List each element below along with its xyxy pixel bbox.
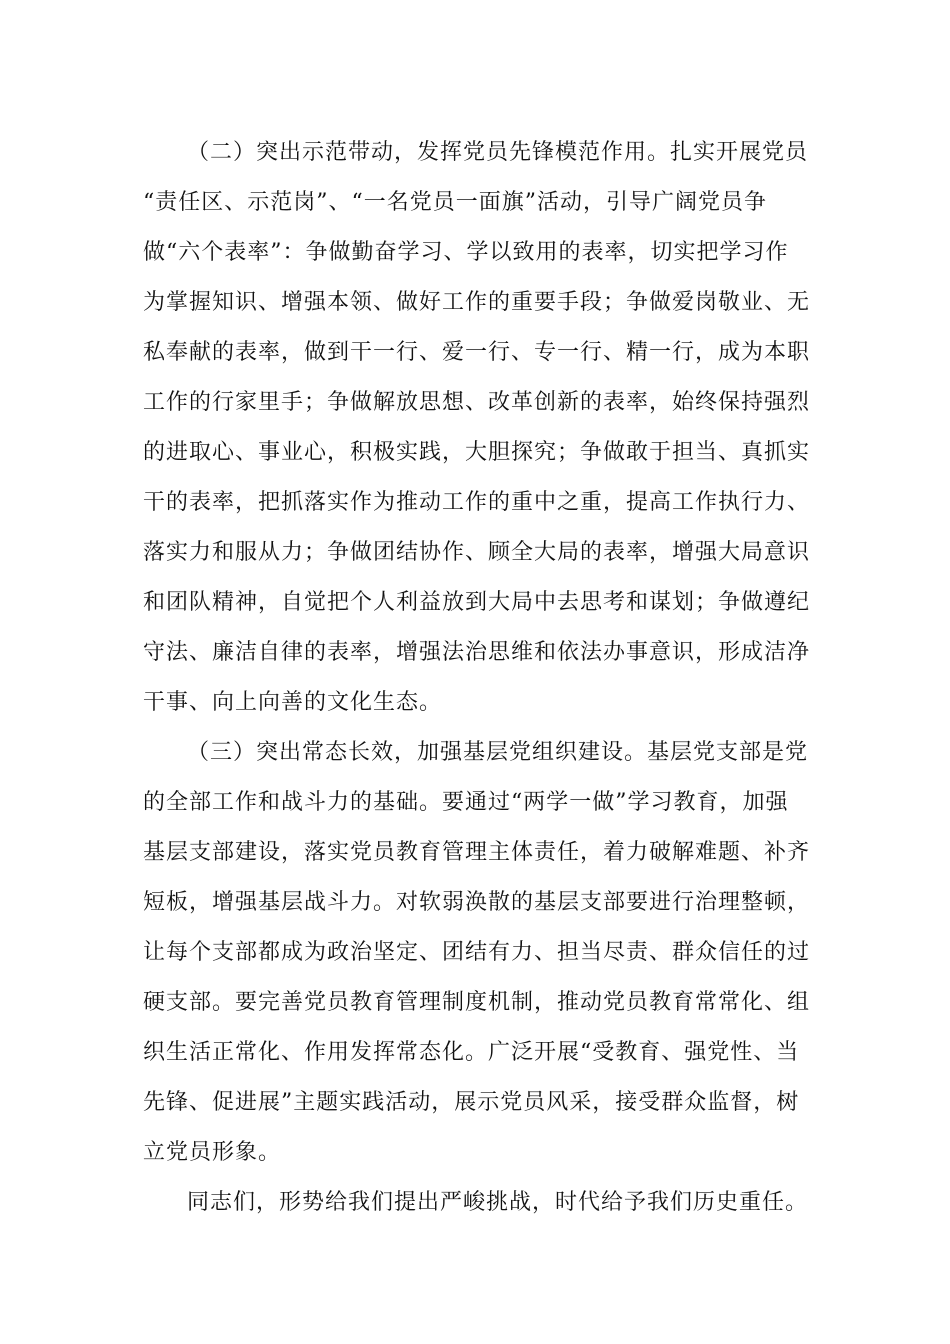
- paragraph-line: 织生活正常化、作用发挥常态化。广泛开展“受教育、强党性、当: [143, 1040, 800, 1065]
- paragraph-line: 为掌握知识、增强本领、做好工作的重要手段；争做爱岗敬业、无: [143, 290, 811, 315]
- paragraph-3: [143, 728, 811, 1178]
- paragraph-line: 基层支部建设，落实党员教育管理主体责任，着力破解难题、补齐: [143, 840, 811, 865]
- paragraph-line: 的全部工作和战斗力的基础。要通过“两学一做”学习教育，加强: [143, 790, 789, 815]
- paragraph-line: （二）突出示范带动，发挥党员先锋模范作用。扎实开展党员: [187, 140, 809, 165]
- paragraph-closing: [143, 1178, 807, 1228]
- paragraph-line: （三）突出常态长效，加强基层党组织建设。基层党支部是党: [187, 740, 809, 765]
- paragraph-line: 私奉献的表率，做到干一行、爱一行、专一行、精一行，成为本职: [143, 340, 811, 365]
- paragraph-line: 干事、向上向善的文化生态。: [143, 690, 443, 715]
- paragraph-line: 同志们，形势给我们提出严峻挑战，时代给予我们历史重任。: [187, 1190, 809, 1215]
- paragraph-2: [143, 128, 811, 728]
- paragraph-line: 让每个支部都成为政治坚定、团结有力、担当尽责、群众信任的过: [143, 940, 811, 965]
- paragraph-line: 先锋、促进展”主题实践活动，展示党员风采，接受群众监督，树: [143, 1090, 800, 1115]
- paragraph-line: 和团队精神，自觉把个人利益放到大局中去思考和谋划；争做遵纪: [143, 590, 811, 615]
- paragraph-line: 立党员形象。: [143, 1140, 282, 1165]
- document-body: [143, 128, 811, 1228]
- paragraph-line: 守法、廉洁自律的表率，增强法治思维和依法办事意识，形成洁净: [143, 640, 811, 665]
- paragraph-line: 干的表率，把抓落实作为推动工作的重中之重，提高工作执行力、: [143, 490, 811, 515]
- paragraph-line: 的进取心、事业心，积极实践，大胆探究；争做敢于担当、真抓实: [143, 440, 811, 465]
- paragraph-line: 短板，增强基层战斗力。对软弱涣散的基层支部要进行治理整顿，: [143, 890, 811, 915]
- paragraph-line: 工作的行家里手；争做解放思想、改革创新的表率，始终保持强烈: [143, 390, 811, 415]
- paragraph-line: 落实力和服从力；争做团结协作、顾全大局的表率，增强大局意识: [143, 540, 811, 565]
- paragraph-line: “责任区、示范岗”、“一名党员一面旗”活动，引导广阔党员争: [143, 190, 767, 215]
- paragraph-line: 做“六个表率”：争做勤奋学习、学以致用的表率，切实把学习作: [143, 240, 789, 265]
- paragraph-line: 硬支部。要完善党员教育管理制度机制，推动党员教育常常化、组: [143, 990, 811, 1015]
